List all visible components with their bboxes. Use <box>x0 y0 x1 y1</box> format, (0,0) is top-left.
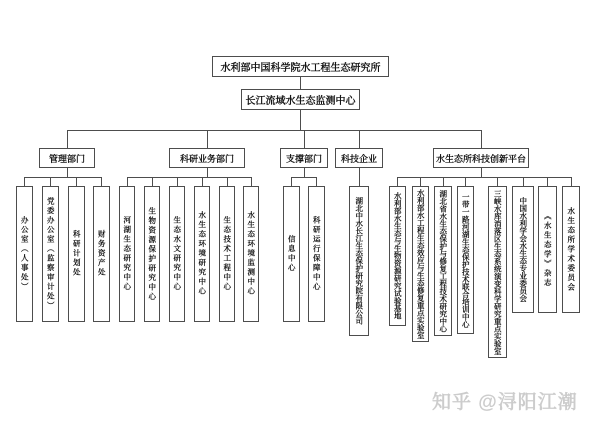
connector <box>101 177 102 186</box>
connector <box>152 177 153 186</box>
connector <box>316 177 317 186</box>
platform-node-chs-water-ecology-committee: 中国水利学会水生态专业委员会 <box>512 186 534 313</box>
platform-node-mwr-test-base: 水利部水生态与生物资源研究试验基地 <box>389 186 406 326</box>
connector <box>397 177 398 186</box>
connector <box>304 130 305 148</box>
root-node: 水利部中国科学院水工程生态研究所 <box>212 56 389 77</box>
group-node-support: 支撑部门 <box>280 148 328 168</box>
dept-node-information-center: 信息中心 <box>283 186 300 322</box>
dept-node-office-personnel: 办公室（人事处） <box>16 186 33 322</box>
dept-node-research-planning: 科研计划处 <box>68 186 85 322</box>
connector <box>291 177 317 178</box>
group-node-management: 管理部门 <box>39 148 95 168</box>
dept-node-party-committee-office: 党委办公室（监察审计处） <box>42 186 59 322</box>
dept-node-eco-hydrology-center: 生态水文研究中心 <box>169 186 185 322</box>
group-node-enterprise: 科技企业 <box>335 148 383 168</box>
connector <box>76 177 77 186</box>
connector <box>227 177 228 186</box>
connector <box>207 130 208 148</box>
dept-node-aquatic-environment-monitoring-center: 水生态环境监测中心 <box>243 186 259 322</box>
connector <box>304 168 305 177</box>
connector <box>497 177 498 186</box>
dept-node-bio-resources-protection-center: 生物资源保护研究中心 <box>144 186 160 322</box>
connector <box>67 168 68 177</box>
connector <box>420 177 421 186</box>
platform-node-belt-road-training-center: 一带一路河湖生态保护技术联合培训中心 <box>457 186 474 334</box>
connector <box>547 177 548 186</box>
connector <box>67 130 482 131</box>
dept-node-finance-assets: 财务资产处 <box>93 186 110 322</box>
connector <box>24 177 102 178</box>
connector <box>571 177 572 186</box>
group-node-research: 科研业务部门 <box>169 148 245 168</box>
dept-node-river-lake-ecology-center: 河湖生态研究中心 <box>119 186 135 322</box>
connector <box>207 168 208 177</box>
platform-node-three-gorges-lab: 三峡水库消落区生态系统演变科学研究重点实验室 <box>488 186 507 358</box>
connector <box>397 177 572 178</box>
platform-node-journal-hydroecology: 《水生态学》杂志 <box>538 186 557 313</box>
connector <box>481 130 482 148</box>
connector <box>523 177 524 186</box>
connector <box>443 177 444 186</box>
connector <box>300 110 301 130</box>
connector <box>481 168 482 177</box>
connector <box>127 177 128 186</box>
dept-node-aquatic-environment-research-center: 水生态环境研究中心 <box>194 186 210 322</box>
connector <box>359 168 360 186</box>
platform-node-mwr-key-lab: 水利部水工程生态效应与生态修复重点实验室 <box>412 186 429 342</box>
zhihu-watermark: 知乎 @浔阳江潮 <box>432 392 578 413</box>
connector <box>465 177 466 186</box>
dept-node-hubei-zhongshui-company: 湖北中水长江生态保护研究院有限公司 <box>349 186 369 336</box>
connector <box>24 177 25 186</box>
center-node: 长江流域水生态监测中心 <box>241 89 360 110</box>
connector <box>251 177 252 186</box>
connector <box>127 177 252 178</box>
connector <box>359 130 360 148</box>
connector <box>291 177 292 186</box>
dept-node-eco-tech-engineering-center: 生态技术工程中心 <box>219 186 235 322</box>
connector <box>50 177 51 186</box>
connector <box>177 177 178 186</box>
dept-node-research-operation-support-center: 科研运行保障中心 <box>308 186 325 322</box>
platform-node-hubei-engineering-center: 湖北省水生态保护与修复工程技术研究中心 <box>434 186 452 336</box>
connector <box>300 77 301 89</box>
platform-node-academic-committee: 水生态所学术委员会 <box>562 186 580 313</box>
connector <box>67 130 68 148</box>
group-node-platform: 水生态所科技创新平台 <box>433 148 529 168</box>
connector <box>202 177 203 186</box>
